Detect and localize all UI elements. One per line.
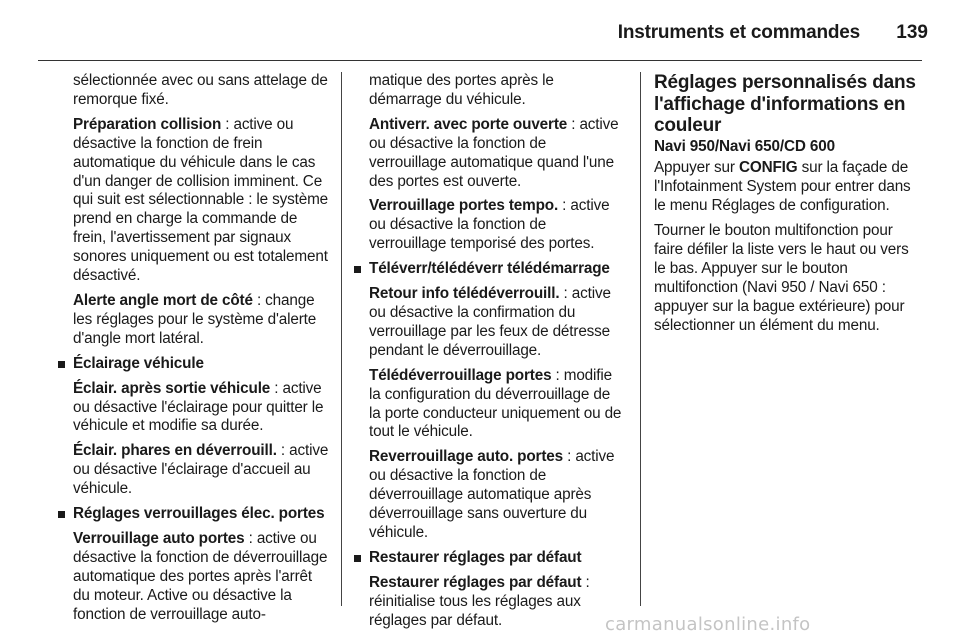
setting-description <box>58 292 330 349</box>
column-divider <box>341 72 342 606</box>
setting-text: : active ou désactive la fonction de déverrouillage automatique après déverrouillage sans ouverture du véhicule. <box>369 448 615 541</box>
bullet-square-icon <box>354 266 361 273</box>
setting-term: Télédéverrouillage portes <box>369 366 552 384</box>
bullet-heading-text: Éclairage véhicule <box>73 354 204 372</box>
setting-description <box>354 448 624 543</box>
setting-term: Antiverr. avec porte ouverte <box>369 115 568 133</box>
setting-text: : active ou désactive la fonction de frein automatique du véhicule dans le cas d'un danger de collision imminent. Ce qui suit est sélectionnable : le système prend en charge la commande de frein, l'avertissement par signaux sonores uniquement ou est totalement désactivé. <box>73 115 329 285</box>
header-rule <box>38 60 922 61</box>
setting-text: : active ou désactive la fonction de déverrouillage automatique des portes après l'arrêt du moteur. Active ou désactive la fonction de verrouillage auto- <box>73 529 328 623</box>
bullet-heading-text: Réglages verrouillages élec. portes <box>73 505 325 523</box>
bullet-heading <box>58 505 330 524</box>
paragraph-text: sur la façade de l'Infotainment System pour entrer dans le menu Réglages de configuration. <box>654 159 911 215</box>
setting-term: Préparation collision <box>73 115 222 133</box>
column-1 <box>58 72 330 630</box>
setting-description <box>354 574 624 631</box>
setting-text: : active ou désactive la confirmation du verrouillage par les feux de détresse pendant le déverrouillage. <box>369 285 611 359</box>
setting-term: Verrouillage auto portes <box>73 529 245 547</box>
paragraph: sélectionnée avec ou sans attelage de remorque fixé. <box>73 72 328 108</box>
setting-text: : réinitialise tous les réglages aux réglages par défaut. <box>369 573 590 629</box>
setting-text: : modifie la configuration du déverrouillage de la porte conducteur uniquement ou de tout le véhicule. <box>369 366 622 441</box>
section-subtitle: Navi 950/Navi 650/CD 600 <box>654 137 835 155</box>
setting-description <box>58 116 330 286</box>
setting-description <box>58 380 330 437</box>
setting-description <box>354 285 624 361</box>
setting-text: : active ou désactive la fonction de verrouillage automatique quand l'une des portes est ouverte. <box>369 115 619 190</box>
setting-text: : active ou désactive la fonction de verrouillage temporisé des portes. <box>369 197 610 253</box>
column-divider <box>640 72 641 606</box>
bullet-heading-text: Téléverr/télédéverr télédémarrage <box>369 260 610 278</box>
setting-description <box>354 116 624 192</box>
setting-text: : active ou désactive l'éclairage pour quitter le véhicule et modifie sa durée. <box>73 379 324 435</box>
bullet-square-icon <box>58 361 65 368</box>
setting-description <box>58 442 330 499</box>
bullet-heading <box>354 549 624 568</box>
setting-description <box>354 367 624 443</box>
bullet-heading <box>354 260 624 279</box>
setting-description <box>354 197 624 254</box>
setting-term: Éclair. phares en déverrouill. <box>73 442 277 460</box>
chapter-title: Instruments et commandes <box>617 22 860 43</box>
setting-term: Restaurer réglages par défaut <box>369 573 582 591</box>
config-button-label: CONFIG <box>738 159 798 177</box>
page-number: 139 <box>896 22 928 43</box>
paragraph <box>654 159 924 216</box>
section-title: Réglages personnalisés dans l'affichage d'informations en couleur <box>654 72 916 136</box>
setting-term: Reverrouillage auto. portes <box>369 448 564 466</box>
setting-text: : change les réglages pour le système d'alerte d'angle mort latéral. <box>73 291 317 347</box>
setting-term: Éclair. après sortie véhicule <box>73 379 271 397</box>
watermark: carmanualsonline.info <box>605 614 811 635</box>
setting-term: Alerte angle mort de côté <box>73 291 253 309</box>
paragraph-text: Appuyer sur <box>654 159 739 177</box>
setting-text: : active ou désactive l'éclairage d'accueil au véhicule. <box>73 442 329 498</box>
page-header <box>0 0 960 66</box>
bullet-square-icon <box>354 555 361 562</box>
bullet-square-icon <box>58 511 65 518</box>
column-3 <box>654 72 924 342</box>
bullet-heading <box>58 355 330 374</box>
setting-term: Retour info télédéverrouill. <box>369 285 560 303</box>
bullet-heading-text: Restaurer réglages par défaut <box>369 548 582 566</box>
setting-term: Verrouillage portes tempo. <box>369 197 559 215</box>
setting-description <box>58 530 330 625</box>
column-2 <box>354 72 624 636</box>
paragraph: matique des portes après le démarrage du véhicule. <box>369 72 554 108</box>
paragraph: Tourner le bouton multifonction pour faire défiler la liste vers le haut ou vers le bas. Appuyer sur le bouton multifonction (Navi 950 / Navi 650 : appuyer sur la bague extérieure) pour sélectionner un élément du menu. <box>654 222 909 334</box>
